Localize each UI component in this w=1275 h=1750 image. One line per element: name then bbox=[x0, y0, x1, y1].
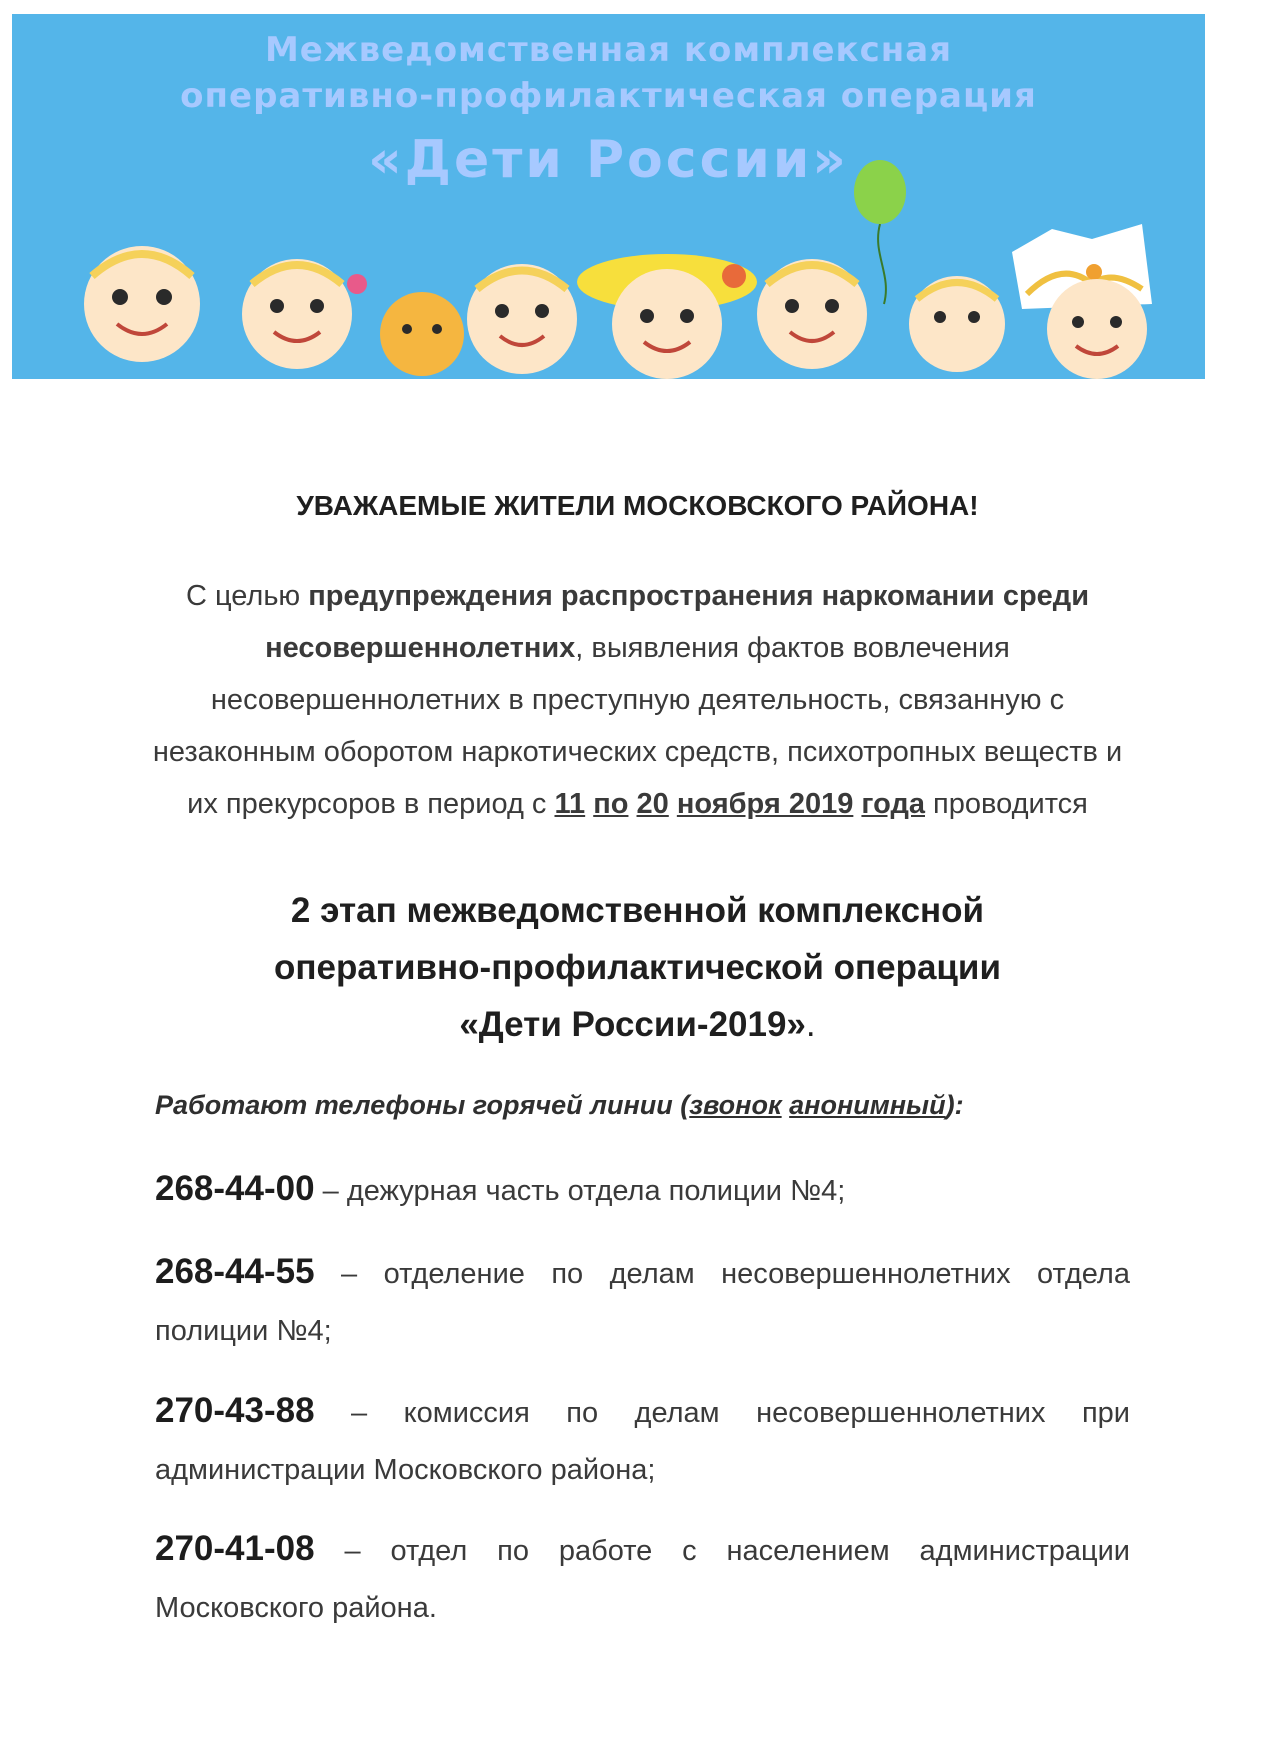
banner-line-2: оперативно-профилактическая операция bbox=[180, 76, 1037, 116]
phone-description: – отдел по работе с населением администрации Московского района. bbox=[155, 1535, 1130, 1624]
stage-line-1: 2 этап межведомственной комплексной bbox=[290, 891, 985, 930]
hotline-word-call: звонок bbox=[689, 1090, 782, 1120]
hotline-prefix: Работают телефоны горячей линии ( bbox=[155, 1090, 690, 1120]
child-face-2 bbox=[242, 259, 367, 369]
phone-number: 268-44-55 bbox=[155, 1252, 315, 1291]
intro-text-1: С целью bbox=[185, 580, 309, 612]
child-face-3 bbox=[380, 292, 464, 376]
stage-line-2: оперативно-профилактической операции bbox=[274, 948, 1001, 987]
child-face-1 bbox=[84, 246, 200, 362]
intro-emphasis: предупреждения распространения наркомании среди несовершеннолетних bbox=[265, 580, 1090, 664]
banner-title: «Дети России» bbox=[368, 130, 849, 190]
stage-title bbox=[140, 882, 1135, 1053]
child-face-4 bbox=[467, 264, 577, 374]
date-year-word: года bbox=[861, 788, 925, 820]
phone-description: – комиссия по делам несовершеннолетних при администрации Московского района; bbox=[155, 1397, 1130, 1486]
banner bbox=[12, 14, 1205, 379]
child-face-5 bbox=[577, 254, 757, 379]
page-heading: УВАЖАЕМЫЕ ЖИТЕЛИ МОСКОВСКОГО РАЙОНА! bbox=[296, 490, 979, 521]
hotline-heading bbox=[155, 1090, 1135, 1121]
stage-operation-name: «Дети России-2019» bbox=[459, 1005, 806, 1044]
child-face-8 bbox=[1047, 279, 1147, 379]
child-face-6 bbox=[757, 259, 867, 369]
phone-number: 268-44-00 bbox=[155, 1169, 315, 1208]
stage-line-3 bbox=[140, 996, 1135, 1053]
hotline-suffix: ): bbox=[945, 1090, 964, 1120]
child-face-7 bbox=[909, 276, 1005, 372]
intro-text-2: , выявления фактов вовлечения несовершеннолетних в преступную деятельность, связанную с незаконным оборотом наркотических средств, психотропных веществ и их прекурсоров в период с bbox=[152, 632, 1123, 820]
hotline-word-anonymous: анонимный bbox=[789, 1090, 946, 1120]
date-to: 20 bbox=[636, 788, 669, 820]
phone-description: – отделение по делам несовершеннолетних отдела полиции №4; bbox=[155, 1258, 1130, 1347]
phone-entry bbox=[155, 1160, 1130, 1220]
stage-dot: . bbox=[805, 1005, 816, 1044]
date-from: 11 bbox=[554, 788, 586, 820]
phone-number: 270-41-08 bbox=[155, 1529, 315, 1568]
date-month: ноября 2019 bbox=[676, 788, 854, 820]
phone-number: 270-43-88 bbox=[155, 1391, 315, 1430]
date-by: по bbox=[593, 788, 629, 820]
phone-description: – дежурная часть отдела полиции №4; bbox=[314, 1175, 846, 1207]
phone-entry bbox=[155, 1520, 1130, 1637]
intro-text-3: проводится bbox=[925, 788, 1088, 820]
banner-line-1: Межведомственная комплексная bbox=[264, 30, 953, 70]
phone-entry bbox=[155, 1243, 1130, 1360]
intro-paragraph bbox=[140, 570, 1135, 830]
phone-entry bbox=[155, 1382, 1130, 1499]
